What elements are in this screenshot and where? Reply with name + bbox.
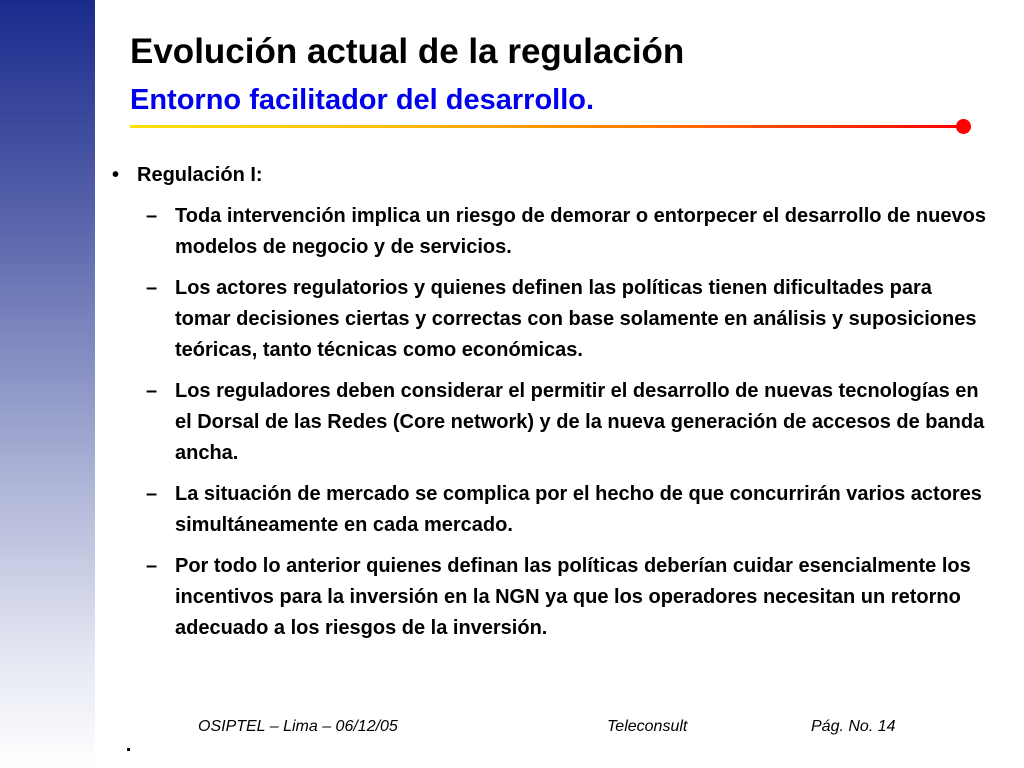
bullet-marker: •	[112, 164, 120, 186]
list-item-text: Los actores regulatorios y quienes definen las políticas tienen dificultades para tomar decisiones ciertas y correctas con base solamente en análisis y suposiciones teóricas, tanto técnicas como económicas.	[175, 277, 977, 361]
list-item	[146, 273, 992, 366]
slide-subtitle: Entorno facilitador del desarrollo.	[130, 84, 595, 116]
underline-end-dot	[956, 119, 971, 134]
sidebar-gradient	[0, 0, 95, 768]
list-item	[146, 479, 992, 541]
dash-marker: –	[146, 555, 158, 577]
list-item-text: Los reguladores deben considerar el permitir el desarrollo de nuevas tecnologías en el Dorsal de las Redes (Core network) y de la nueva generación de accesos de banda ancha.	[175, 380, 985, 464]
footer-organization: OSIPTEL – Lima – 06/12/05	[198, 718, 398, 735]
list-item	[146, 551, 992, 644]
stray-dot	[127, 748, 130, 751]
list-item	[146, 376, 992, 469]
dash-marker: –	[146, 483, 158, 505]
bullet-label: Regulación I:	[137, 164, 263, 186]
slide-body	[112, 160, 992, 654]
footer-page-number: Pág. No. 14	[811, 718, 896, 735]
list-item-text: La situación de mercado se complica por el hecho de que concurrirán varios actores simultáneamente en cada mercado.	[175, 483, 982, 536]
dash-marker: –	[146, 205, 158, 227]
dash-marker: –	[146, 277, 158, 299]
dash-marker: –	[146, 380, 158, 402]
title-underline	[130, 125, 960, 128]
slide-title: Evolución actual de la regulación	[130, 32, 685, 71]
list-item-text: Toda intervención implica un riesgo de demorar o entorpecer el desarrollo de nuevos modelos de negocio y de servicios.	[175, 205, 986, 258]
list-item	[146, 201, 992, 263]
bullet-item	[112, 160, 992, 191]
footer-company: Teleconsult	[607, 718, 688, 735]
sub-bullet-list	[112, 201, 992, 644]
list-item-text: Por todo lo anterior quienes definan las políticas deberían cuidar esencialmente los incentivos para la inversión en la NGN ya que los operadores necesitan un retorno adecuado a los riesgos de la inversión.	[175, 555, 971, 639]
